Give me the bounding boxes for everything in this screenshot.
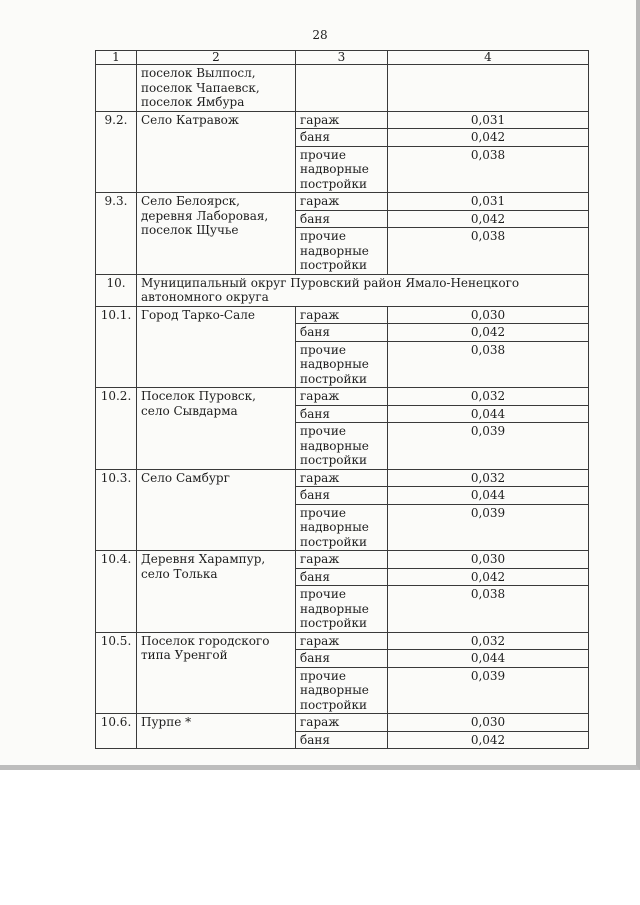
type-line: надворные — [300, 438, 369, 453]
table-row — [96, 469, 589, 487]
coefficient-value: 0,044 — [388, 650, 589, 668]
type-line: прочие — [300, 587, 346, 601]
building-type-cell: баня — [296, 324, 388, 342]
row-number: 10.5. — [96, 632, 137, 714]
place-line: деревня Лаборовая, — [141, 208, 269, 223]
building-type-cell: гараж — [296, 111, 388, 129]
place-cell — [137, 551, 296, 633]
table-row — [96, 306, 589, 324]
building-type-cell: баня — [296, 129, 388, 147]
type-line: постройки — [300, 371, 367, 386]
building-type-cell: баня — [296, 568, 388, 586]
coefficient-value: 0,039 — [388, 423, 589, 470]
row-number: 10.1. — [96, 306, 137, 388]
section-title-line: Муниципальный округ Пуровский район Ямало-Ненецкого — [141, 275, 520, 290]
coefficient-value: 0,039 — [388, 667, 589, 714]
coefficient-value: 0,039 — [388, 504, 589, 551]
place-line: село Сывдарма — [141, 403, 238, 418]
coefficient-value: 0,042 — [388, 568, 589, 586]
coefficient-value: 0,038 — [388, 341, 589, 388]
type-line: надворные — [300, 683, 369, 697]
place-line: Деревня Харампур, — [141, 552, 266, 566]
table-row — [96, 632, 589, 650]
type-line: прочие — [300, 668, 346, 683]
coefficient-value: 0,030 — [388, 714, 589, 732]
place-cell — [137, 193, 296, 275]
type-line: прочие — [300, 342, 346, 357]
building-type-cell: баня — [296, 731, 388, 749]
place-line: поселок Щучье — [141, 223, 239, 237]
type-line: надворные — [300, 357, 369, 371]
place-line: село Толька — [141, 566, 218, 581]
building-type-cell — [296, 146, 388, 193]
place-line: поселок Вылпосл, — [141, 66, 256, 80]
place-cell — [137, 714, 296, 749]
building-type-cell: гараж — [296, 714, 388, 732]
building-type-cell — [296, 341, 388, 388]
building-type-cell: баня — [296, 405, 388, 423]
coefficient-value: 0,031 — [388, 111, 589, 129]
row-number: 9.3. — [96, 193, 137, 275]
building-type-cell: гараж — [296, 388, 388, 406]
table-row — [96, 388, 589, 406]
table-row — [96, 714, 589, 732]
place-cell — [137, 632, 296, 714]
coefficient-value: 0,042 — [388, 129, 589, 147]
coefficient-value: 0,038 — [388, 586, 589, 633]
type-line: надворные — [300, 162, 369, 176]
place-cell — [137, 65, 296, 112]
building-type-cell: гараж — [296, 306, 388, 324]
coefficient-value: 0,031 — [388, 193, 589, 211]
place-line: Поселок городского — [141, 633, 270, 648]
place-line: Село Катравож — [141, 112, 239, 127]
table-row — [96, 193, 589, 211]
type-line: прочие — [300, 147, 346, 162]
building-type-cell — [296, 423, 388, 470]
value-cell — [388, 65, 589, 112]
place-cell — [137, 469, 296, 551]
coefficient-value: 0,042 — [388, 731, 589, 749]
type-cell — [296, 65, 388, 112]
building-type-cell — [296, 228, 388, 275]
coefficient-value: 0,038 — [388, 228, 589, 275]
number-cell — [96, 65, 137, 112]
section-title-line: автономного округа — [141, 290, 269, 304]
coefficient-value: 0,030 — [388, 551, 589, 569]
place-cell — [137, 388, 296, 470]
coefficient-value: 0,032 — [388, 632, 589, 650]
type-line: надворные — [300, 243, 369, 258]
type-line: прочие — [300, 505, 346, 520]
building-type-cell — [296, 586, 388, 633]
type-line: постройки — [300, 258, 367, 272]
continuation-row — [96, 65, 589, 112]
section-number: 10. — [96, 274, 137, 306]
rates-table — [95, 50, 589, 749]
header-col-4: 4 — [388, 51, 589, 65]
table-row — [96, 551, 589, 569]
row-number: 10.4. — [96, 551, 137, 633]
place-line: Город Тарко-Сале — [141, 307, 255, 322]
type-line: прочие — [300, 424, 346, 438]
coefficient-value: 0,032 — [388, 388, 589, 406]
place-line: Село Белоярск, — [141, 194, 240, 208]
place-line: Село Самбург — [141, 470, 230, 485]
place-cell — [137, 111, 296, 193]
place-line: Пурпе * — [141, 715, 192, 729]
building-type-cell: гараж — [296, 469, 388, 487]
row-number: 10.2. — [96, 388, 137, 470]
coefficient-value: 0,032 — [388, 469, 589, 487]
building-type-cell — [296, 504, 388, 551]
coefficient-value: 0,042 — [388, 210, 589, 228]
coefficient-value: 0,038 — [388, 146, 589, 193]
building-type-cell: баня — [296, 487, 388, 505]
table-row — [96, 111, 589, 129]
place-line: поселок Чапаевск, — [141, 80, 260, 95]
coefficient-value: 0,044 — [388, 487, 589, 505]
type-line: постройки — [300, 453, 367, 467]
place-line: Поселок Пуровск, — [141, 389, 256, 403]
section-row — [96, 274, 589, 306]
coefficient-value: 0,042 — [388, 324, 589, 342]
header-col-2: 2 — [137, 51, 296, 65]
type-line: постройки — [300, 697, 367, 712]
type-line: постройки — [300, 176, 367, 191]
table-header-row — [96, 51, 589, 65]
section-title — [137, 274, 589, 306]
building-type-cell: гараж — [296, 632, 388, 650]
type-line: прочие — [300, 229, 346, 243]
type-line: постройки — [300, 534, 367, 549]
row-number: 10.3. — [96, 469, 137, 551]
place-line: типа Уренгой — [141, 648, 228, 662]
row-number: 10.6. — [96, 714, 137, 749]
place-cell — [137, 306, 296, 388]
building-type-cell — [296, 667, 388, 714]
place-line: поселок Ямбура — [141, 95, 245, 109]
coefficient-value: 0,030 — [388, 306, 589, 324]
coefficient-value: 0,044 — [388, 405, 589, 423]
page-number: 28 — [312, 28, 328, 42]
building-type-cell: гараж — [296, 551, 388, 569]
type-line: постройки — [300, 616, 367, 630]
row-number: 9.2. — [96, 111, 137, 193]
building-type-cell: баня — [296, 650, 388, 668]
type-line: надворные — [300, 601, 369, 616]
header-col-3: 3 — [296, 51, 388, 65]
header-col-1: 1 — [96, 51, 137, 65]
building-type-cell: гараж — [296, 193, 388, 211]
building-type-cell: баня — [296, 210, 388, 228]
type-line: надворные — [300, 520, 369, 534]
